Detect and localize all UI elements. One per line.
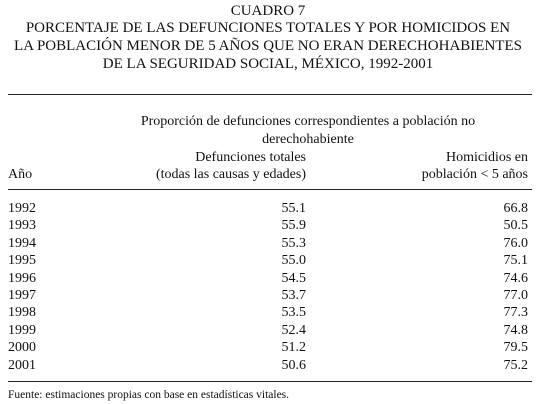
table-title-line-3: DE LA SEGURIDAD SOCIAL, MÉXICO, 1992-2001: [102, 56, 434, 72]
column-header-homicides-line-1: Homicidios en: [445, 150, 528, 165]
year-cell: 1996: [8, 270, 36, 286]
homicides-cell: 75.2: [503, 357, 528, 373]
homicides-cell: 74.8: [503, 322, 528, 338]
table-number: CUADRO 7: [230, 3, 306, 19]
homicides-cell: 77.0: [503, 288, 528, 303]
homicides-cell: 50.5: [503, 218, 528, 234]
column-header-total-line-1: Defunciones totales: [195, 150, 306, 165]
year-cell: 1997: [8, 288, 36, 303]
homicides-cell: 76.0: [503, 235, 528, 251]
year-cell: 1995: [8, 253, 36, 269]
total-deaths-cell: 51.2: [281, 340, 306, 356]
total-deaths-cell: 53.7: [281, 288, 306, 303]
table-title-line-2: LA POBLACIÓN MENOR DE 5 AÑOS QUE NO ERAN DERECHOHABIENTES: [14, 38, 522, 54]
year-cell: 1993: [8, 218, 36, 234]
column-header-homicides-line-2: población < 5 años: [421, 167, 528, 182]
table-title-line-1: PORCENTAJE DE LAS DEFUNCIONES TOTALES Y POR HOMICIDOS EN: [25, 20, 511, 36]
source-footnote: Fuente: estimaciones propias con base en estadísticas vitales.: [8, 389, 290, 401]
year-cell: 1994: [8, 235, 36, 251]
bottom-rule: [8, 381, 532, 382]
spanning-header-line-1: Proporción de defunciones correspondientes a población no: [140, 114, 476, 129]
homicides-cell: 77.3: [503, 305, 528, 321]
homicides-cell: 66.8: [503, 201, 528, 216]
total-deaths-cell: 52.4: [281, 322, 306, 338]
total-deaths-cell: 54.5: [281, 270, 306, 286]
spanning-header-line-2: derechohabiente: [262, 132, 354, 147]
year-cell: 2001: [8, 357, 36, 373]
column-header-year: Año: [8, 167, 33, 182]
total-deaths-cell: 55.9: [281, 218, 306, 234]
year-cell: 1992: [8, 201, 36, 216]
total-deaths-cell: 55.1: [281, 201, 306, 216]
year-cell: 2000: [8, 340, 36, 356]
year-cell: 1998: [8, 305, 36, 321]
homicides-cell: 79.5: [503, 340, 528, 356]
total-deaths-cell: 50.6: [281, 357, 306, 373]
homicides-cell: 75.1: [503, 253, 528, 269]
homicides-cell: 74.6: [503, 270, 528, 286]
column-header-total-line-2: (todas las causas y edades): [155, 167, 306, 182]
year-cell: 1999: [8, 322, 36, 338]
header-rule: [8, 189, 532, 190]
total-deaths-cell: 55.0: [281, 253, 306, 269]
top-rule: [8, 94, 532, 95]
total-deaths-cell: 55.3: [281, 235, 306, 251]
total-deaths-cell: 53.5: [281, 305, 306, 321]
